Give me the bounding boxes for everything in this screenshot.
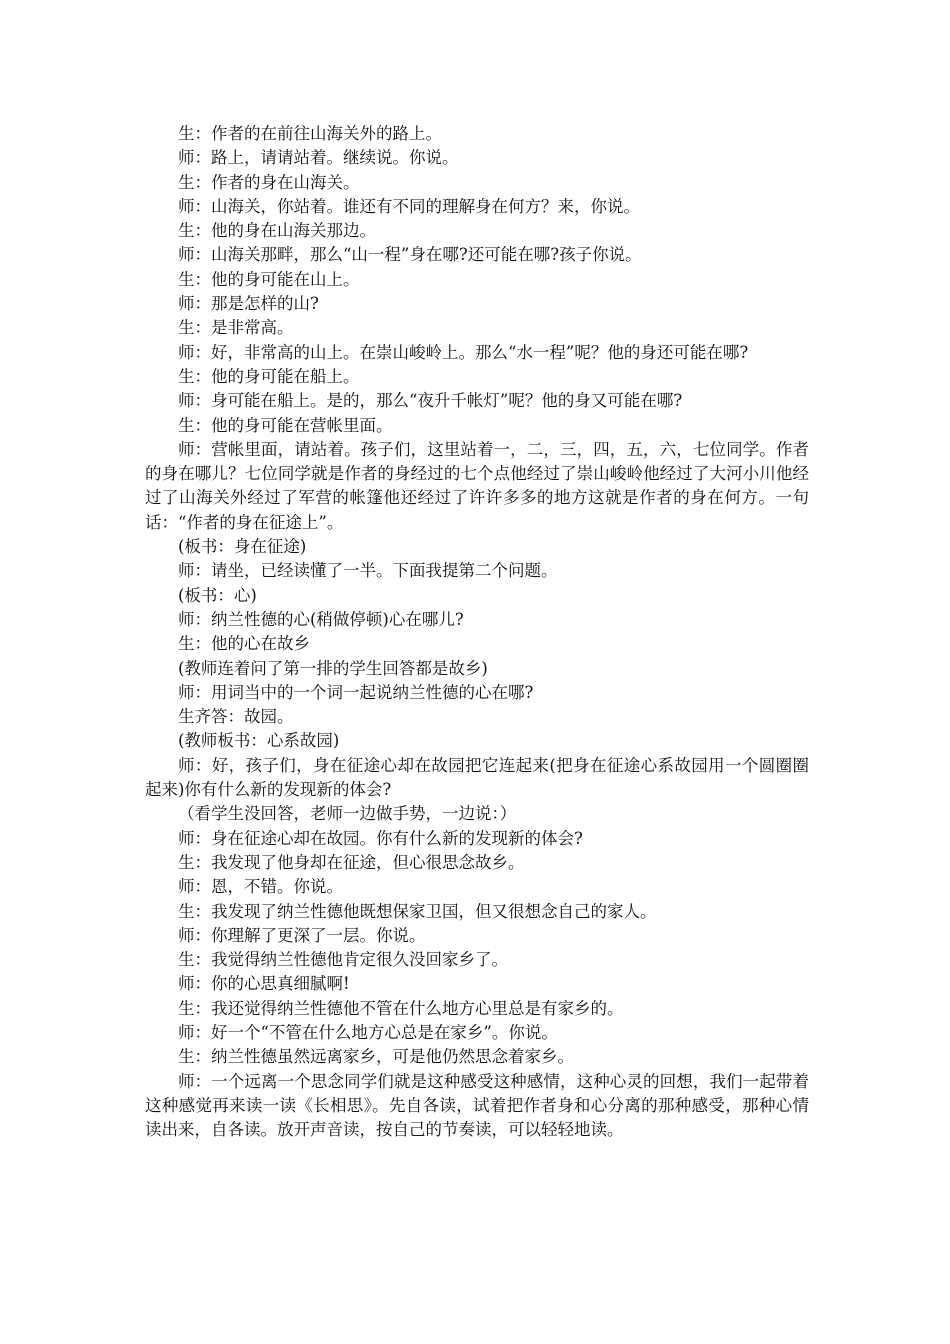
paragraph: 师：好，孩子们，身在征途心却在故园把它连起来(把身在征途心系故园用一个圆圈圈起来)你有什么新的发现新的体会? [145, 755, 809, 800]
paragraph: 师：身可能在船上。是的，那么“夜升千帐灯”呢？他的身又可能在哪? [178, 391, 683, 411]
board-note: (教师板书：心系故园) [178, 731, 340, 751]
paragraph: 师：身在征途心却在故园。你有什么新的发现新的体会? [178, 828, 583, 848]
paragraph: 生：作者的在前往山海关外的路上。 [178, 124, 442, 143]
paragraph: 师：路上，请请站着。继续说。你说。 [178, 148, 459, 168]
paragraph: 师：你的心思真细腻啊! [178, 974, 350, 994]
paragraph: 生：他的身在山海关那边。 [178, 221, 376, 241]
paragraph: 生：我发现了纳兰性德他既想保家卫国，但又很想念自己的家人。 [178, 901, 657, 921]
paragraph: 生：我发现了他身却在征途，但心很思念故乡。 [178, 852, 525, 872]
paragraph: 生：纳兰性德虽然远离家乡，可是他仍然思念着家乡。 [178, 1047, 574, 1067]
paragraph: 师：请坐，已经读懂了一半。下面我提第二个问题。 [178, 561, 558, 581]
paragraph: 师：好，非常高的山上。在崇山峻岭上。那么“水一程”呢？他的身还可能在哪? [178, 342, 749, 362]
paragraph: 师：那是怎样的山? [178, 294, 319, 314]
paragraph: 生：我还觉得纳兰性德他不管在什么地方心里总是有家乡的。 [178, 998, 624, 1018]
document-body [145, 122, 809, 1142]
paragraph: 生齐答：故园。 [178, 707, 294, 727]
paragraph: 师：营帐里面，请站着。孩子们，这里站着一，二，三，四，五，六，七位同学。作者的身在哪儿？七位同学就是作者的身经过的七个点他经过了崇山峻岭他经过了大河小川他经过了山海关外经过了军营的帐篷他还经过了许许多多的地方这就是作者的身在何方。一句话：“作者的身在征途上”。 [145, 439, 809, 532]
stage-note: （看学生没回答，老师一边做手势，一边说：） [178, 804, 517, 824]
paragraph: 生：是非常高。 [178, 318, 294, 338]
paragraph: 生：我觉得纳兰性德他肯定很久没回家乡了。 [178, 950, 508, 970]
board-note: (板书：心) [178, 585, 257, 605]
paragraph: 生：他的身可能在山上。 [178, 269, 360, 289]
paragraph: 师：你理解了更深了一层。你说。 [178, 925, 426, 945]
paragraph: 师：一个远离一个思念同学们就是这种感受这种感情，这种心灵的回想，我们一起带着这种感觉再来读一读《长相思》。先自各读，试着把作者身和心分离的那种感受，那种心情读出来，自各读。放开声音读，按自己的节奏读，可以轻轻地读。 [145, 1071, 809, 1140]
paragraph: 生：他的身可能在船上。 [178, 366, 360, 386]
paragraph: 生：作者的身在山海关。 [178, 172, 360, 192]
paragraph: 师：山海关那畔，那么“山一程”身在哪?还可能在哪?孩子你说。 [178, 245, 642, 265]
paragraph: 生：他的身可能在营帐里面。 [178, 415, 393, 435]
paragraph: 师：山海关，你站着。谁还有不同的理解身在何方？来，你说。 [178, 196, 640, 216]
paragraph: 生：他的心在故乡 [178, 634, 310, 654]
board-note: (板书：身在征途) [178, 537, 307, 557]
paragraph: 师：好一个“不管在什么地方心总是在家乡”。你说。 [178, 1022, 558, 1042]
paragraph: 师：恩，不错。你说。 [178, 877, 343, 897]
paragraph: 师：纳兰性德的心(稍做停顿)心在哪儿? [178, 609, 464, 629]
paragraph: 师：用词当中的一个词一起说纳兰性德的心在哪? [178, 682, 534, 702]
stage-note: (教师连着问了第一排的学生回答都是故乡) [178, 658, 488, 678]
